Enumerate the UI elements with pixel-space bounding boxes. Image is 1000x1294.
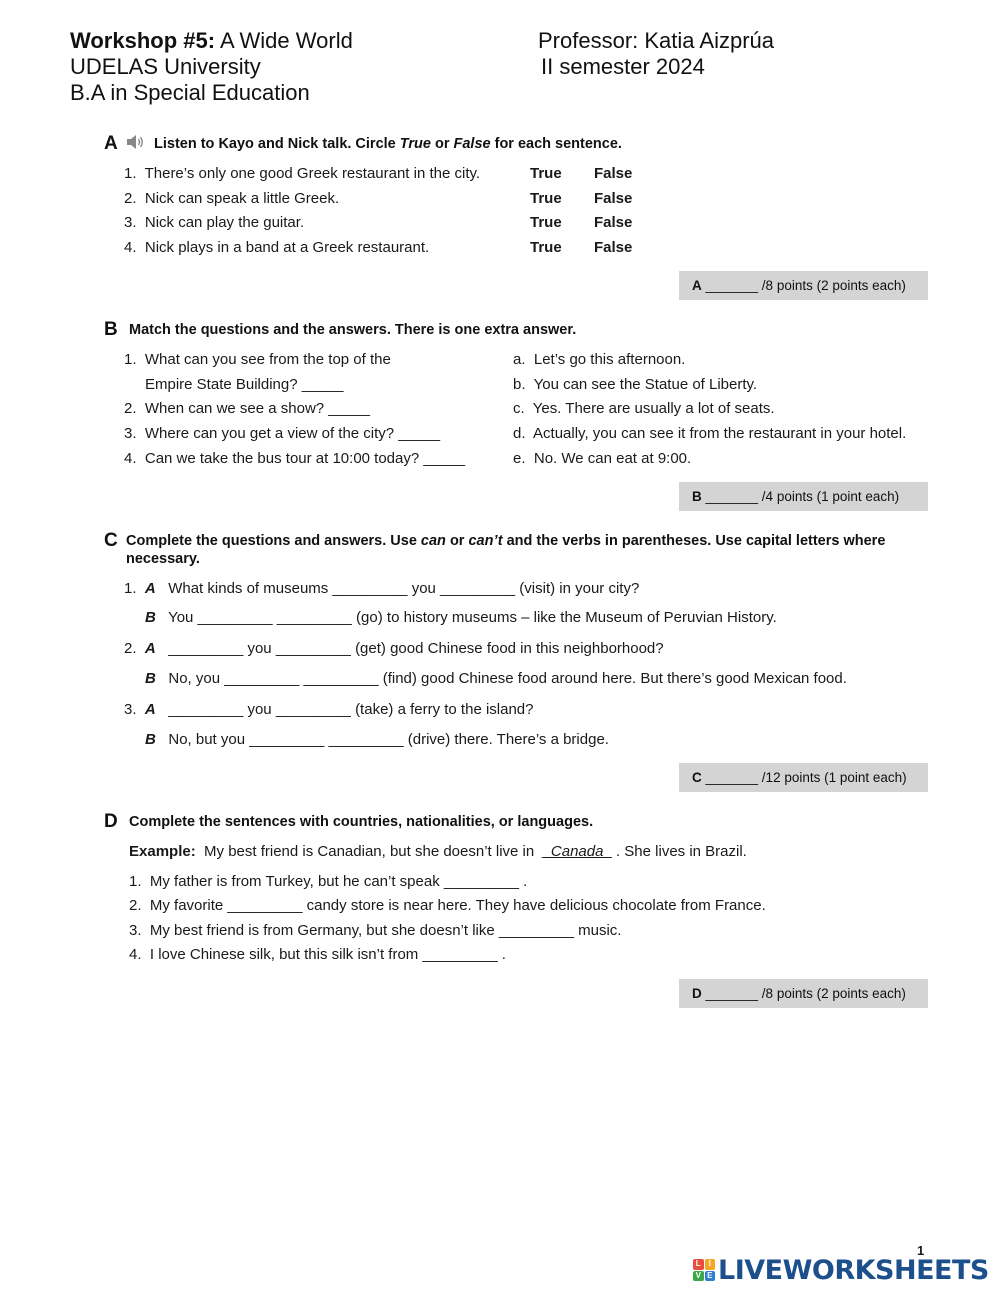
question-a2: 2. Nick can speak a little Greek.	[124, 190, 340, 207]
question-c1-b: B You _________ _________ (go) to history museums – like the Museum of Peruvian History.	[145, 609, 777, 626]
workshop-title: Workshop #5: A Wide World	[70, 28, 353, 53]
question-a1: 1. There’s only one good Greek restaurant in the city.	[124, 165, 481, 182]
question-b1-cont: Empire State Building? _____	[145, 376, 344, 393]
question-d1: 1. My father is from Turkey, but he can’t speak _________ .	[129, 873, 528, 890]
section-a-letter: A	[104, 133, 118, 154]
question-c3-b: B No, but you _________ _________ (drive) there. There’s a bridge.	[145, 731, 609, 748]
semester: II semester 2024	[541, 54, 705, 79]
question-c1-a: 1. A What kinds of museums _________ you _________ (visit) in your city?	[124, 580, 640, 597]
logo-text: LIVEWORKSHEETS	[718, 1254, 989, 1286]
question-b2: 2. When can we see a show? _____	[124, 400, 371, 417]
question-d4: 4. I love Chinese silk, but this silk isn’t from _________ .	[129, 946, 506, 963]
true-option-1[interactable]: True	[530, 165, 562, 182]
question-c2-b: B No, you _________ _________ (find) good Chinese food around here. But there’s good Mexican food.	[145, 670, 847, 687]
answer-a: a. Let’s go this afternoon.	[513, 351, 686, 368]
false-option-1[interactable]: False	[594, 165, 633, 182]
answer-d: d. Actually, you can see it from the restaurant in your hotel.	[513, 425, 907, 442]
question-b1: 1. What can you see from the top of the	[124, 351, 391, 368]
true-option-2[interactable]: True	[530, 190, 562, 207]
answer-b: b. You can see the Statue of Liberty.	[513, 376, 758, 393]
section-c-instruction: Complete the questions and answers. Use can or can’t and the verbs in parentheses. Use capital letters where	[126, 533, 886, 549]
section-d-letter: D	[104, 811, 118, 832]
university-name: UDELAS University	[70, 54, 261, 79]
true-option-4[interactable]: True	[530, 239, 562, 256]
false-option-2[interactable]: False	[594, 190, 633, 207]
example-answer: _Canada_	[542, 843, 612, 860]
true-option-3[interactable]: True	[530, 214, 562, 231]
false-option-3[interactable]: False	[594, 214, 633, 231]
section-b-letter: B	[104, 319, 118, 340]
section-c-letter: C	[104, 530, 118, 551]
speaker-audio-icon[interactable]	[126, 134, 146, 155]
page-number: 1	[917, 1243, 925, 1258]
liveworksheets-logo	[693, 1255, 989, 1285]
section-a-score: A _______ /8 points (2 points each)	[679, 271, 928, 300]
question-a3: 3. Nick can play the guitar.	[124, 214, 305, 231]
question-c3-a: 3. A _________ you _________ (take) a ferry to the island?	[124, 701, 534, 718]
professor-name: Professor: Katia Aizprúa	[538, 28, 775, 53]
question-b3: 3. Where can you get a view of the city? _____	[124, 425, 441, 442]
section-d-score: D _______ /8 points (2 points each)	[679, 979, 928, 1008]
degree-name: B.A in Special Education	[70, 80, 310, 105]
question-a4: 4. Nick plays in a band at a Greek restaurant.	[124, 239, 430, 256]
logo-grid-icon: L I V E	[693, 1259, 715, 1281]
section-d-instruction: Complete the sentences with countries, nationalities, or languages.	[129, 814, 594, 830]
question-d3: 3. My best friend is from Germany, but she doesn’t like _________ music.	[129, 922, 622, 939]
example-sentence: Example: My best friend is Canadian, but she doesn’t live in _Canada_ . She lives in Brazil.	[129, 843, 747, 860]
section-b-score: B _______ /4 points (1 point each)	[679, 482, 928, 511]
answer-c: c. Yes. There are usually a lot of seats.	[513, 400, 775, 417]
question-c2-a: 2. A _________ you _________ (get) good Chinese food in this neighborhood?	[124, 640, 664, 657]
false-option-4[interactable]: False	[594, 239, 633, 256]
question-b4: 4. Can we take the bus tour at 10:00 today? _____	[124, 450, 466, 467]
section-c-instruction-line2: necessary.	[126, 551, 200, 567]
section-a-instruction: Listen to Kayo and Nick talk. Circle True or False for each sentence.	[154, 136, 622, 152]
section-b-instruction: Match the questions and the answers. There is one extra answer.	[129, 322, 577, 338]
section-c-score: C _______ /12 points (1 point each)	[679, 763, 928, 792]
question-d2: 2. My favorite _________ candy store is near here. They have delicious chocolate from France.	[129, 897, 766, 914]
answer-e: e. No. We can eat at 9:00.	[513, 450, 692, 467]
